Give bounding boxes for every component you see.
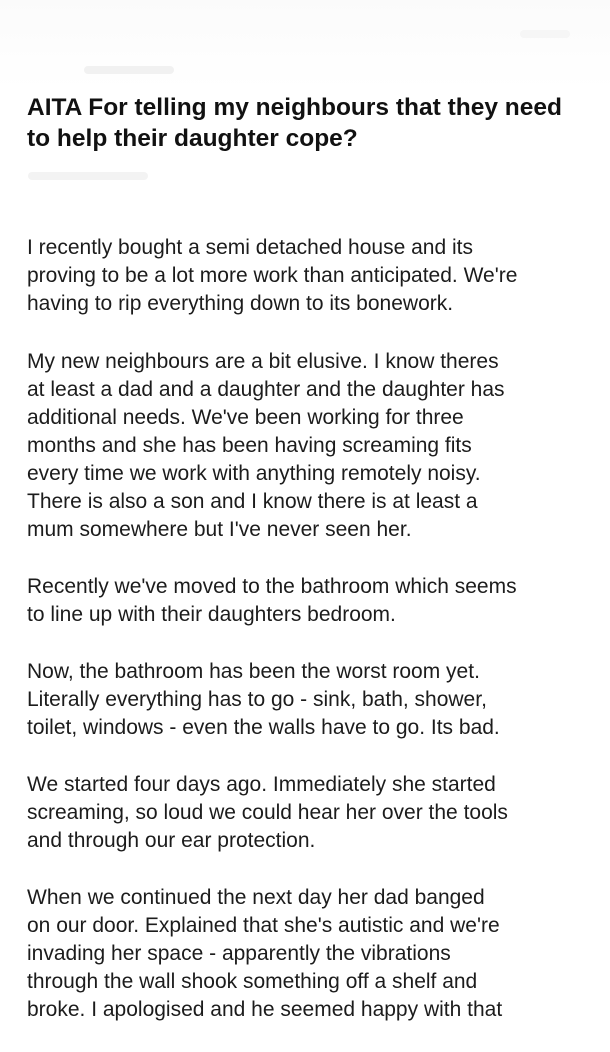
post-paragraph: Now, the bathroom has been the worst room yet. Literally everything has to go - sink, bath, shower, toilet, windows - even the walls have to go. Its bad. — [27, 660, 500, 739]
post-paragraph: When we continued the next day her dad banged on our door. Explained that she's autistic and we're invading her space - apparently the vibrations through the wall shook something off a shelf and broke. I apologised and he seemed happy with that — [27, 886, 503, 1021]
post-paragraph: Recently we've moved to the bathroom which seems to line up with their daughters bedroom. — [27, 575, 517, 626]
faded-post-meta — [84, 66, 174, 74]
post-paragraph: We started four days ago. Immediately she started screaming, so loud we could hear her over the tools and through our ear protection. — [27, 773, 508, 852]
post-title: AITA For telling my neighbours that they need to help their daughter cope? — [27, 94, 562, 152]
post-paragraph: I recently bought a semi detached house and its proving to be a lot more work than anticipated. We're having to rip everything down to its bonework. — [27, 236, 518, 315]
faded-header — [0, 0, 610, 90]
post-paragraph: My new neighbours are a bit elusive. I know theres at least a dad and a daughter and the daughter has additional needs. We've been working for three months and she has been having screaming fits every time we work with anything remotely noisy. There is also a son and I know there is at least a mum somewhere but I've never seen her. — [27, 350, 505, 541]
post-body — [27, 234, 599, 1052]
faded-header-action — [520, 30, 570, 38]
faded-post-flair — [28, 172, 148, 180]
